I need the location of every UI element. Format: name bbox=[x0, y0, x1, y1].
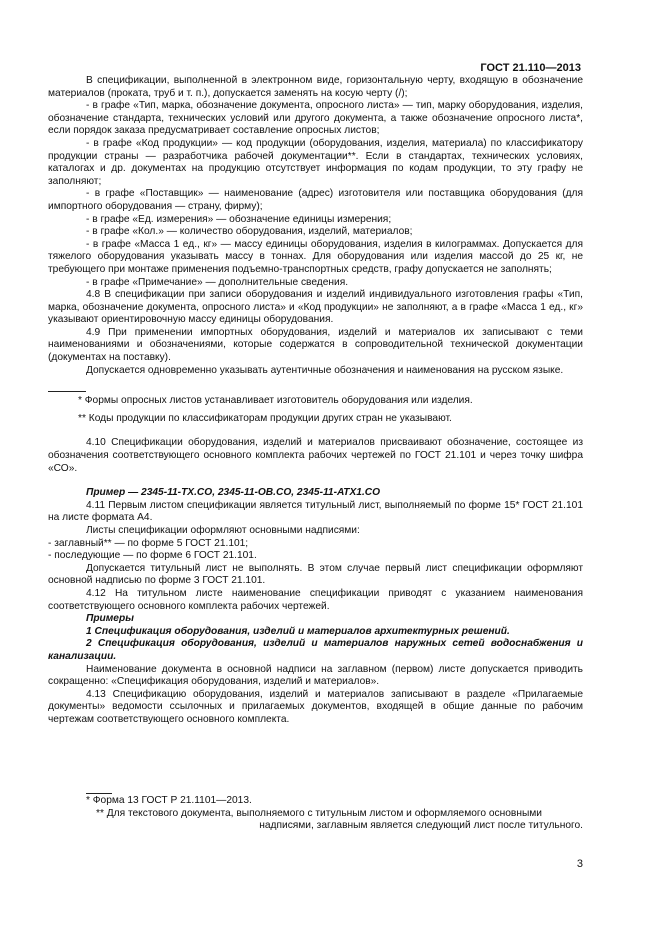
footnote-separator bbox=[48, 391, 86, 392]
paragraph: - в графе «Ед. измерения» — обозначение единицы измерения; bbox=[86, 213, 392, 225]
paragraph: - в графе «Поставщик» — наименование (адрес) изготовителя или поставщика оборудования (для импортного оборудования — страну, фирму); bbox=[48, 188, 583, 212]
paragraph: Допускается одновременно указывать аутентичные обозначения и наименования на русском языке. bbox=[86, 364, 564, 376]
footnote: * Формы опросных листов устанавливает изготовитель оборудования или изделия. bbox=[78, 395, 473, 407]
paragraph-4-10: 4.10 Спецификации оборудования, изделий и материалов присваивают обозначение, состоящее из обозначения соответствующего основного комплекта рабочих чертежей по ГОСТ 21.101 и через точку шифра «СО». bbox=[48, 437, 583, 474]
paragraph: 4.9 При применении импортных оборудования, изделий и материалов их записывают с теми наименованиями и обозначениями, которые содержатся в сопроводительной технической документации (документах на поставку). bbox=[48, 326, 583, 364]
document-body bbox=[48, 75, 583, 727]
paragraph: - в графе «Код продукции» — код продукции (оборудования, изделия, материала) по классификатору продукции страны — разработчика рабочей документации**. Если в стандартах, технических условиях, каталогах и др. документах на продукцию отсутствует информация по кодам продукции, то эту графу не заполняют; bbox=[48, 137, 583, 187]
footnote-continuation: надписями, заглавным является следующий лист после титульного. bbox=[259, 820, 583, 832]
paragraph: - в графе «Масса 1 ед., кг» — массу единицы оборудования, изделия в килограммах. Допускается для тяжелого оборудования указывать массу в тоннах. Для оборудования или изделия массой до 25 кг, не требующего при монтаже применения подъемно-транспортных средств, графу допускается не заполнять; bbox=[48, 238, 583, 275]
list-item: - заглавный** — по форме 5 ГОСТ 21.101; bbox=[48, 537, 249, 549]
paragraph: 4.13 Спецификацию оборудования, изделий и материалов записывают в разделе «Прилагаемые документы» ведомости ссылочных и прилагаемых документов, входящей в общие данные по рабочим чертежам соответствующего основного комплекта. bbox=[48, 688, 583, 725]
paragraph: Допускается титульный лист не выполнять. В этом случае первый лист спецификации оформляют основной надписью по форме 3 ГОСТ 21.101. bbox=[48, 562, 583, 587]
footnote: ** Коды продукции по классификаторам продукции других стран не указывают. bbox=[78, 412, 452, 424]
paragraph: - в графе «Тип, марка, обозначение документа, опросного листа» — тип, марку оборудования, изделия, обозначение стандарта, технических условий или другого документа, а также обозначение опросного листа*, если порядок заказа предусматривает составление опросных листов; bbox=[48, 100, 583, 137]
paragraph: В спецификации, выполненной в электронном виде, горизонтальную черту, входящую в обозначение материалов (проката, труб и т. п.), допускается заменять на косую черту (/); bbox=[48, 75, 583, 99]
paragraph: - в графе «Примечание» — дополнительные сведения. bbox=[86, 276, 349, 288]
footnote: * Форма 13 ГОСТ Р 21.1101—2013. bbox=[86, 795, 252, 806]
bottom-footnotes bbox=[48, 793, 583, 833]
standard-header: ГОСТ 21.110—2013 bbox=[480, 62, 581, 74]
paragraph: Листы спецификации оформляют основными надписями: bbox=[86, 525, 360, 536]
list-item: - последующие — по форме 6 ГОСТ 21.101. bbox=[48, 550, 257, 562]
examples-title: Примеры bbox=[86, 613, 134, 625]
paragraph: Наименование документа в основной надписи на заглавном (первом) листе допускается приводить сокращенно: «Спецификация оборудования, изделий и материалов». bbox=[48, 663, 583, 688]
footnote-separator bbox=[86, 793, 112, 794]
footnote: ** Для текстового документа, выполняемого с титульным листом и оформляемого основными bbox=[96, 807, 542, 819]
example-item: 1 Спецификация оборудования, изделий и материалов архитектурных решений. bbox=[86, 625, 510, 637]
paragraph: 4.11 Первым листом спецификации является титульный лист, выполняемый по форме 15* ГОСТ 21.101 на листе формата А4. bbox=[48, 499, 583, 524]
paragraph: 4.8 В спецификации при записи оборудования и изделий индивидуального изготовления графы «Тип, марка, обозначение документа, опросного листа» и «Код продукции» не заполняют, а в графе «Масса 1 ед., кг» указывают ориентировочную массу единицы оборудования. bbox=[48, 289, 583, 326]
paragraph: - в графе «Кол.» — количество оборудования, изделий, материалов; bbox=[86, 226, 413, 238]
example-item: 2 Спецификация оборудования, изделий и материалов наружных сетей водоснабжения и канализации. bbox=[48, 638, 583, 662]
page-number: 3 bbox=[576, 858, 583, 870]
example-line: Пример — 2345-11-ТХ.СО, 2345-11-ОВ.СО, 2345-11-АТХ1.СО bbox=[86, 487, 381, 499]
paragraph: 4.12 На титульном листе наименование спецификации приводят с указанием наименования соответствующего основного комплекта рабочих чертежей. bbox=[48, 587, 583, 612]
